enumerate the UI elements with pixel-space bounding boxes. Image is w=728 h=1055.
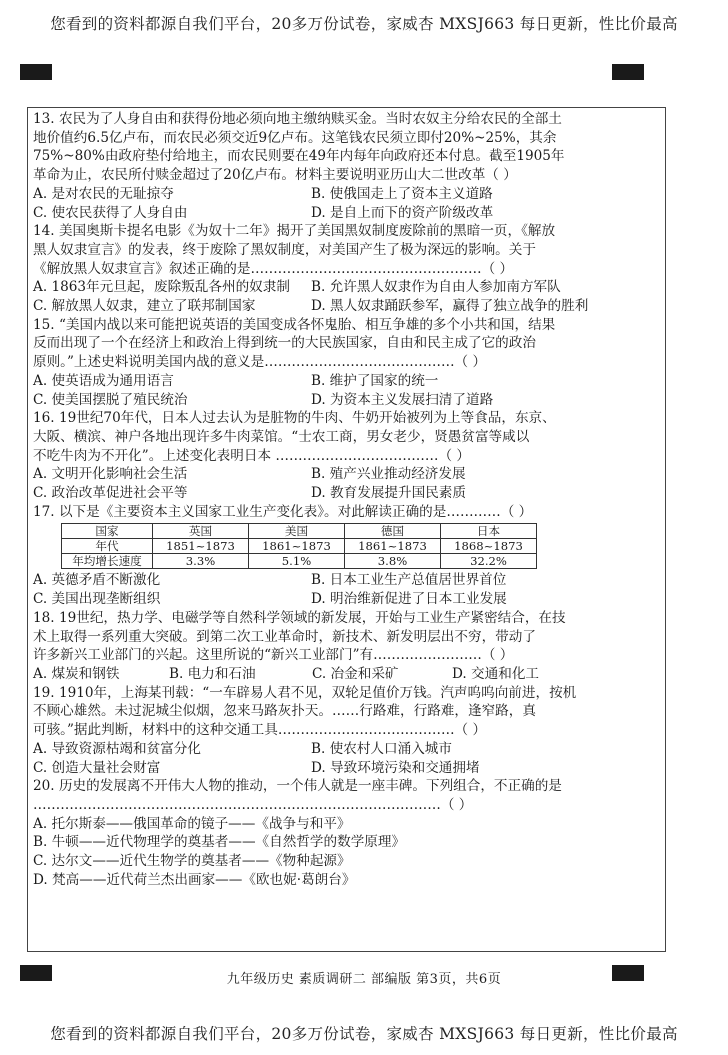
question-18 bbox=[33, 609, 665, 684]
option-A: A. 英德矛盾不断激化 bbox=[33, 572, 161, 589]
option-C: C. 达尔文——近代生物学的奠基者——《物种起源》 bbox=[33, 853, 351, 870]
table-cell: 3.8% bbox=[345, 554, 441, 569]
table-cell: 3.3% bbox=[153, 554, 249, 569]
question-text-line: 18. 19世纪，热力学、电磁学等自然科学领域的新发展，开始与工业生产紧密结合，在技 bbox=[33, 609, 566, 626]
question-text-line: 15. “美国内战以来可能把说英语的美国变成各怀鬼胎、相互争雄的多个小共和国，结果 bbox=[33, 316, 556, 333]
option-C: C. 使美国摆脱了殖民统治 bbox=[33, 391, 188, 408]
question-text-line: 大阪、横滨、神户各地出现许多牛肉菜馆。“士农工商，男女老少，贤愚贫富等咸以 bbox=[33, 428, 530, 445]
question-text-line: 许多新兴工业部门的兴起。这里所说的“新兴工业部门”有……………………（ ） bbox=[33, 647, 514, 664]
option-row bbox=[33, 391, 665, 410]
table-header-cell: 德国 bbox=[345, 524, 441, 539]
question-15 bbox=[33, 316, 665, 410]
option-row bbox=[33, 278, 665, 297]
option-A: A. 文明开化影响社会生活 bbox=[33, 466, 188, 483]
question-20 bbox=[33, 777, 665, 889]
option-B: B. 允许黑人奴隶作为自由人参加南方军队 bbox=[311, 279, 561, 296]
option-B: B. 维护了国家的统一 bbox=[311, 372, 439, 389]
option-A: A. 是对农民的无耻掠夺 bbox=[33, 185, 174, 202]
option-row bbox=[33, 484, 665, 503]
question-text-line: 原则。”上述史料说明美国内战的意义是……………………………………（ ） bbox=[33, 354, 487, 371]
question-text-line: 13. 农民为了人身自由和获得份地必须向地主缴纳赎买金。当时农奴主分给农民的全部土 bbox=[33, 111, 562, 127]
question-14 bbox=[33, 222, 665, 316]
question-text-line: 不吃牛肉为不开化”。上述变化表明日本 ………………………………（ ） bbox=[33, 447, 470, 464]
option-A: A. 托尔斯泰——俄国革命的镜子——《战争与和平》 bbox=[33, 815, 351, 832]
table-cell: 5.1% bbox=[249, 554, 345, 569]
question-text-line: 20. 历史的发展离不开伟大人物的推动，一个伟人就是一座丰碑。下列组合，不正确的是 bbox=[33, 778, 562, 795]
question-text-line: 术上取得一系列重大突破。到第二次工业革命时，新技术、新发明层出不穷，带动了 bbox=[33, 628, 536, 645]
top-banner: 您看到的资料都源自我们平台，20多万份试卷，家威杏 MXSJ663 每日更新，性比价最高 bbox=[50, 15, 678, 33]
option-row bbox=[33, 665, 665, 684]
option-C: C. 创造大量社会财富 bbox=[33, 759, 161, 776]
table-row bbox=[62, 554, 537, 569]
option-row bbox=[33, 759, 665, 778]
question-text-line: 17. 以下是《主要资本主义国家工业生产变化表》。对此解读正确的是…………（ ） bbox=[33, 503, 533, 520]
question-text-line: 16. 19世纪70年代，日本人过去认为是脏物的牛肉、牛奶开始被列为上等食品，东京、 bbox=[33, 410, 556, 427]
table-cell: 1868~1873 bbox=[441, 539, 537, 554]
question-text-line: 可骇。”据此判断，材料中的这种交通工具…………………………………（ ） bbox=[33, 722, 487, 739]
option-C: C. 政治改革促进社会平等 bbox=[33, 485, 188, 502]
option-B: B. 牛顿——近代物理学的奠基者——《自然哲学的数学原理》 bbox=[33, 834, 406, 851]
table-cell: 1861~1873 bbox=[345, 539, 441, 554]
question-text-line: 革命为止，农民所付赎金超过了20亿卢布。材料主要说明亚历山大二世改革（ ） bbox=[33, 167, 517, 184]
option-row bbox=[33, 590, 665, 609]
table-header-cell: 美国 bbox=[249, 524, 345, 539]
option-row bbox=[33, 372, 665, 391]
option-A: A. 煤炭和钢铁 bbox=[33, 665, 120, 682]
option-C: C. 美国出现垄断组织 bbox=[33, 591, 161, 608]
option-A: A. 使英语成为通用语言 bbox=[33, 372, 174, 389]
table-cell: 32.2% bbox=[441, 554, 537, 569]
option-D: D. 梵高——近代荷兰杰出画家——《欧也妮·葛朗台》 bbox=[33, 871, 356, 888]
option-D: D. 交通和化工 bbox=[452, 665, 540, 682]
question-text-line: 反而出现了一个在经济上和政治上得到统一的大民族国家，自由和民主成了它的政治 bbox=[33, 335, 536, 352]
question-list bbox=[33, 110, 665, 889]
option-B: B. 殖产兴业推动经济发展 bbox=[311, 466, 466, 483]
table-header-cell: 日本 bbox=[441, 524, 537, 539]
option-C: C. 冶金和采矿 bbox=[312, 665, 399, 682]
question-text-line: 黑人奴隶宣言》的发表，终于废除了黑奴制度，对美国产生了极为深远的影响。关于 bbox=[33, 241, 536, 258]
question-13 bbox=[33, 110, 665, 222]
question-text-line: 14. 美国奥斯卡提名电影《为奴十二年》揭开了美国黑奴制度废除前的黑暗一页，《解放 bbox=[33, 223, 556, 240]
option-B: B. 使俄国走上了资本主义道路 bbox=[311, 185, 493, 202]
question-text-line: 19. 1910年，上海某刊载：“一车辟易人君不见，双轮足值价万钱。汽声呜呜向前进，按机 bbox=[33, 684, 577, 701]
option-C: C. 解放黑人奴隶，建立了联邦制国家 bbox=[33, 298, 256, 315]
table-row bbox=[62, 539, 537, 554]
question-text-line: 75%~80%由政府垫付给地主，而农民则要在49年内每年向政府还本付息。截至1905年 bbox=[33, 148, 565, 165]
option-B: B. 日本工业生产总值居世界首位 bbox=[311, 572, 507, 589]
question-text-line: 《解放黑人奴隶宣言》叙述正确的是……………………………………………（ ） bbox=[33, 260, 514, 277]
bottom-banner: 您看到的资料都源自我们平台，20多万份试卷，家威杏 MXSJ663 每日更新，性比价最高 bbox=[50, 1025, 678, 1043]
question-19 bbox=[33, 684, 665, 778]
option-row bbox=[33, 297, 665, 316]
option-D: D. 导致环境污染和交通拥堵 bbox=[311, 759, 480, 776]
corner-mark bbox=[612, 64, 644, 80]
option-D: D. 为资本主义发展扫清了道路 bbox=[311, 391, 494, 408]
option-B: B. 使农村人口涌入城市 bbox=[311, 740, 452, 757]
table-header-cell: 英国 bbox=[153, 524, 249, 539]
option-D: D. 教育发展提升国民素质 bbox=[311, 485, 466, 502]
corner-mark bbox=[20, 64, 52, 80]
option-row bbox=[33, 740, 665, 759]
option-C: C. 使农民获得了人身自由 bbox=[33, 204, 188, 221]
option-row bbox=[33, 571, 665, 590]
question-17 bbox=[33, 503, 665, 609]
option-D: D. 黑人奴隶踊跃参军，赢得了独立战争的胜利 bbox=[311, 298, 589, 315]
table-cell: 1861~1873 bbox=[249, 539, 345, 554]
question-16 bbox=[33, 409, 665, 503]
industry-table bbox=[61, 523, 537, 569]
table-cell: 年代 bbox=[62, 539, 153, 554]
option-row bbox=[33, 465, 665, 484]
option-D: D. 明治维新促进了日本工业发展 bbox=[311, 591, 507, 608]
option-A: A. 1863年元旦起，废除叛乱各州的奴隶制 bbox=[33, 279, 290, 296]
question-text-line: ………………………………………………………………………………（ ） bbox=[33, 796, 473, 813]
question-text-line: 不顾心雄然。未过泥城尘似烟，忽来马路灰扑天。……行路难，行路难，逢窄路，真 bbox=[33, 703, 536, 720]
option-D: D. 是自上而下的资产阶级改革 bbox=[311, 204, 494, 221]
option-A: A. 导致资源枯竭和贫富分化 bbox=[33, 740, 201, 757]
table-header-cell: 国家 bbox=[62, 524, 153, 539]
table-cell: 年均增长速度 bbox=[62, 554, 153, 569]
option-row bbox=[33, 185, 665, 204]
table-cell: 1851~1873 bbox=[153, 539, 249, 554]
question-text-line: 地价值约6.5亿卢布，而农民必须交近9亿卢布。这笔钱农民须立即付20%~25%，其余 bbox=[33, 129, 557, 146]
option-B: B. 电力和石油 bbox=[169, 665, 256, 682]
page-footer: 九年级历史 素质调研二 部编版 第3页，共6页 bbox=[226, 972, 502, 987]
option-row bbox=[33, 204, 665, 223]
